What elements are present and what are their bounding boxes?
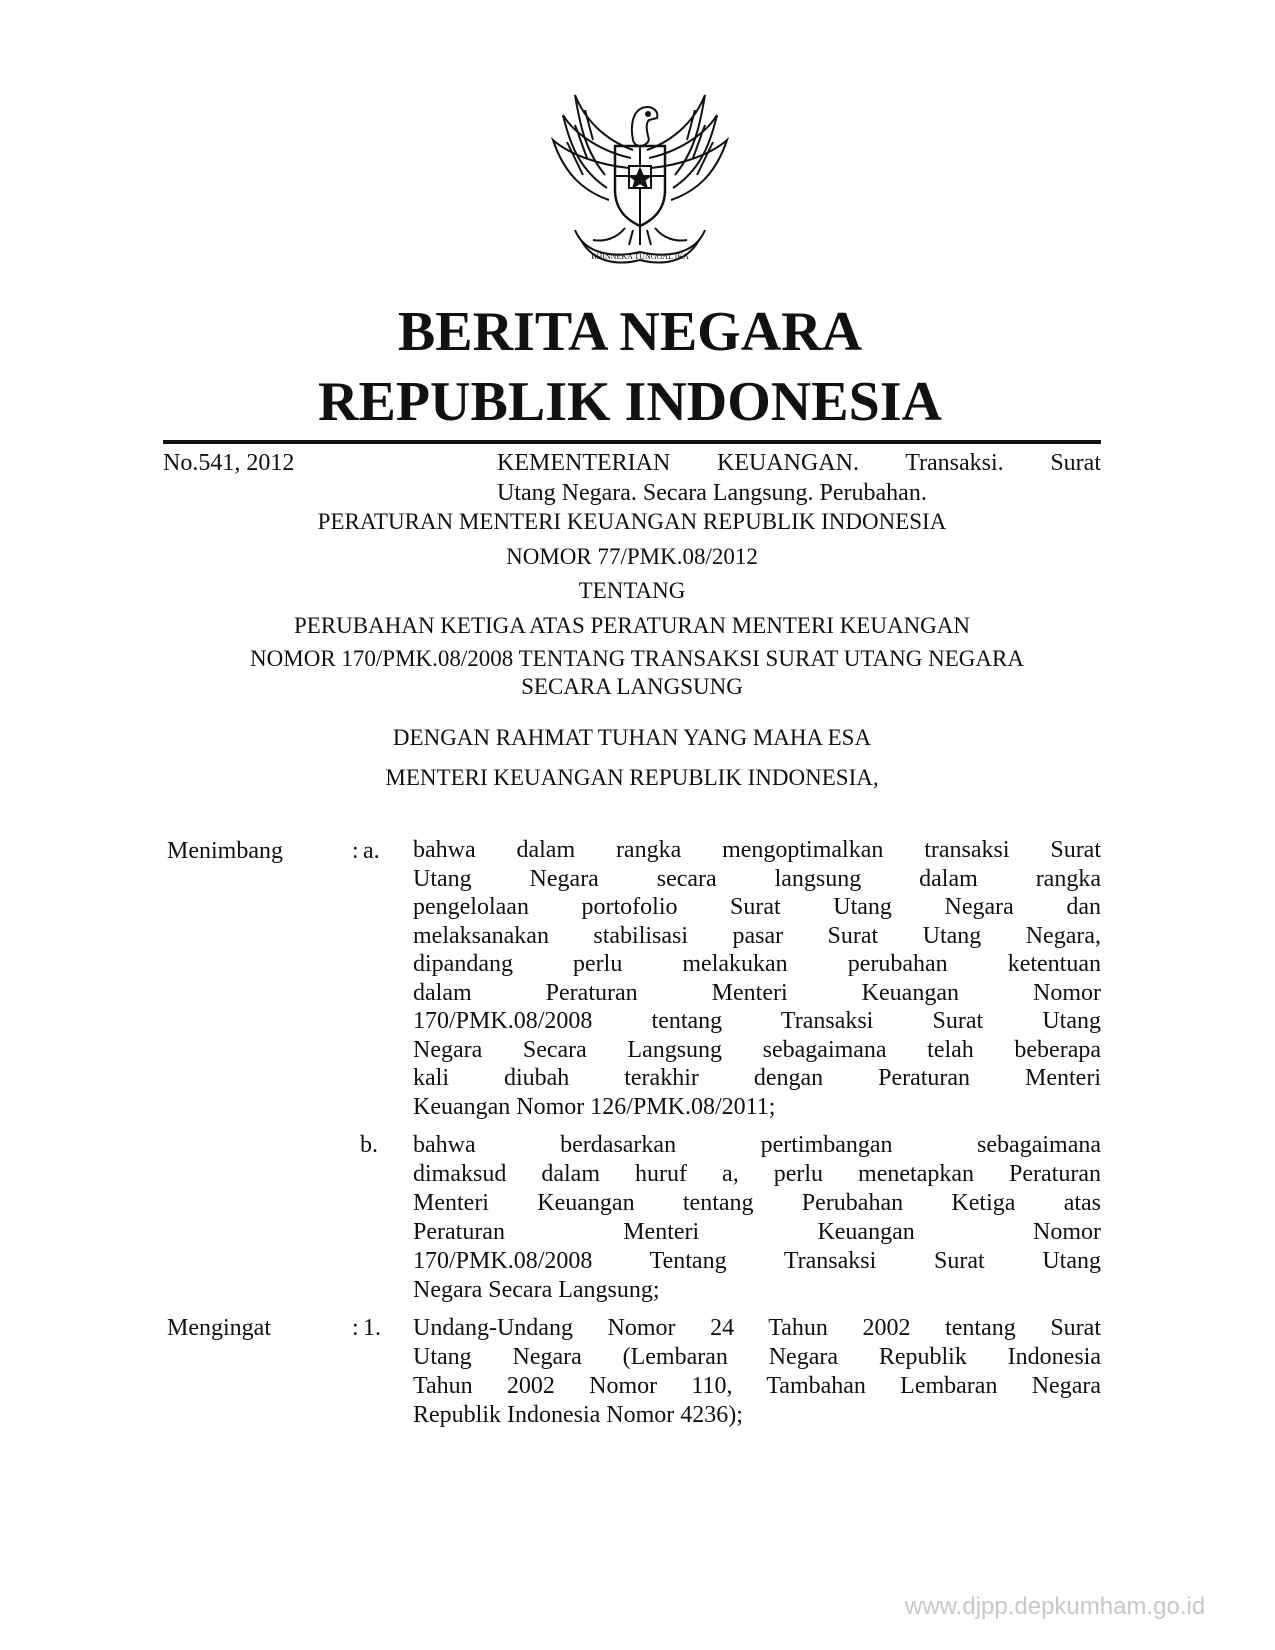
paragraph-line: 170/PMK.08/2008 Tentang Transaksi Surat Utang <box>413 1248 1101 1274</box>
regulation-title-line: SECARA LANGSUNG <box>521 674 743 699</box>
gazette-subject-line: Utang Negara. Secara Langsung. Perubahan. <box>497 480 927 506</box>
regulation-about: TENTANG <box>578 578 686 603</box>
paragraph-line: Negara Secara Langsung sebagaimana telah beberapa <box>413 1036 1101 1063</box>
paragraph-line: Menteri Keuangan tentang Perubahan Ketiga atas <box>413 1190 1101 1216</box>
paragraph-line: Republik Indonesia Nomor 4236); <box>413 1402 743 1428</box>
section-colon: : <box>352 1315 359 1341</box>
paragraph-line: bahwa berdasarkan pertimbangan sebagaimana <box>413 1132 1101 1158</box>
regulation-preamble: DENGAN RAHMAT TUHAN YANG MAHA ESA <box>392 725 872 750</box>
garuda-pancasila-emblem-icon <box>545 80 735 280</box>
item-marker: a. <box>363 838 380 864</box>
paragraph-line: Keuangan Nomor 126/PMK.08/2011; <box>413 1093 776 1120</box>
paragraph-line: Utang Negara secara langsung dalam rangka <box>413 865 1101 892</box>
section-colon: : <box>352 838 359 864</box>
menimbang-item-b <box>413 1130 1101 1304</box>
gazette-subject <box>497 448 1101 508</box>
source-watermark: www.djpp.depkumham.go.id <box>905 1593 1206 1620</box>
section-label-menimbang: Menimbang <box>167 838 283 864</box>
regulation-minister: MENTERI KEUANGAN REPUBLIK INDONESIA, <box>385 765 879 790</box>
paragraph-line: pengelolaan portofolio Surat Utang Negara dan <box>413 894 1101 920</box>
gazette-number: No.541, 2012 <box>163 450 295 476</box>
masthead-subtitle: REPUBLIK INDONESIA <box>318 371 942 433</box>
paragraph-line: dipandang perlu melakukan perubahan ketentuan <box>413 951 1101 977</box>
regulation-title-line: NOMOR 170/PMK.08/2008 TENTANG TRANSAKSI SURAT UTANG NEGARA <box>250 646 1024 671</box>
paragraph-line: Tahun 2002 Nomor 110, Tambahan Lembaran Negara <box>413 1373 1101 1399</box>
section-label-mengingat: Mengingat <box>167 1315 271 1341</box>
paragraph-line: dimaksud dalam huruf a, perlu menetapkan Peraturan <box>413 1161 1101 1187</box>
regulation-header: PERATURAN MENTERI KEUANGAN REPUBLIK INDONESIA <box>317 509 947 534</box>
masthead-divider <box>163 440 1101 444</box>
paragraph-line: dalam Peraturan Menteri Keuangan Nomor <box>413 979 1101 1006</box>
emblem-motto: BHINNEKA TUNGGAL IKA <box>591 252 689 261</box>
paragraph-line: melaksanakan stabilisasi pasar Surat Utang Negara, <box>413 922 1101 949</box>
regulation-title-line: PERUBAHAN KETIGA ATAS PERATURAN MENTERI KEUANGAN <box>293 613 971 638</box>
item-marker: b. <box>360 1132 378 1158</box>
paragraph-line: Peraturan Menteri Keuangan Nomor <box>413 1219 1101 1245</box>
masthead-title: BERITA NEGARA <box>397 301 863 363</box>
paragraph-line: Undang-Undang Nomor 24 Tahun 2002 tentang Surat <box>413 1315 1101 1341</box>
paragraph-line: kali diubah terakhir dengan Peraturan Menteri <box>413 1065 1101 1091</box>
regulation-number: NOMOR 77/PMK.08/2012 <box>506 544 758 569</box>
item-marker: 1. <box>363 1315 381 1341</box>
paragraph-line: Utang Negara (Lembaran Negara Republik Indonesia <box>413 1344 1101 1370</box>
paragraph-line: bahwa dalam rangka mengoptimalkan transaksi Surat <box>413 837 1101 863</box>
paragraph-line: 170/PMK.08/2008 tentang Transaksi Surat Utang <box>413 1008 1101 1034</box>
mengingat-item-1 <box>413 1313 1101 1429</box>
paragraph-line: Negara Secara Langsung; <box>413 1277 660 1303</box>
gazette-subject-line: KEMENTERIAN KEUANGAN. Transaksi. Surat <box>497 450 1101 476</box>
menimbang-item-a <box>413 836 1101 1121</box>
